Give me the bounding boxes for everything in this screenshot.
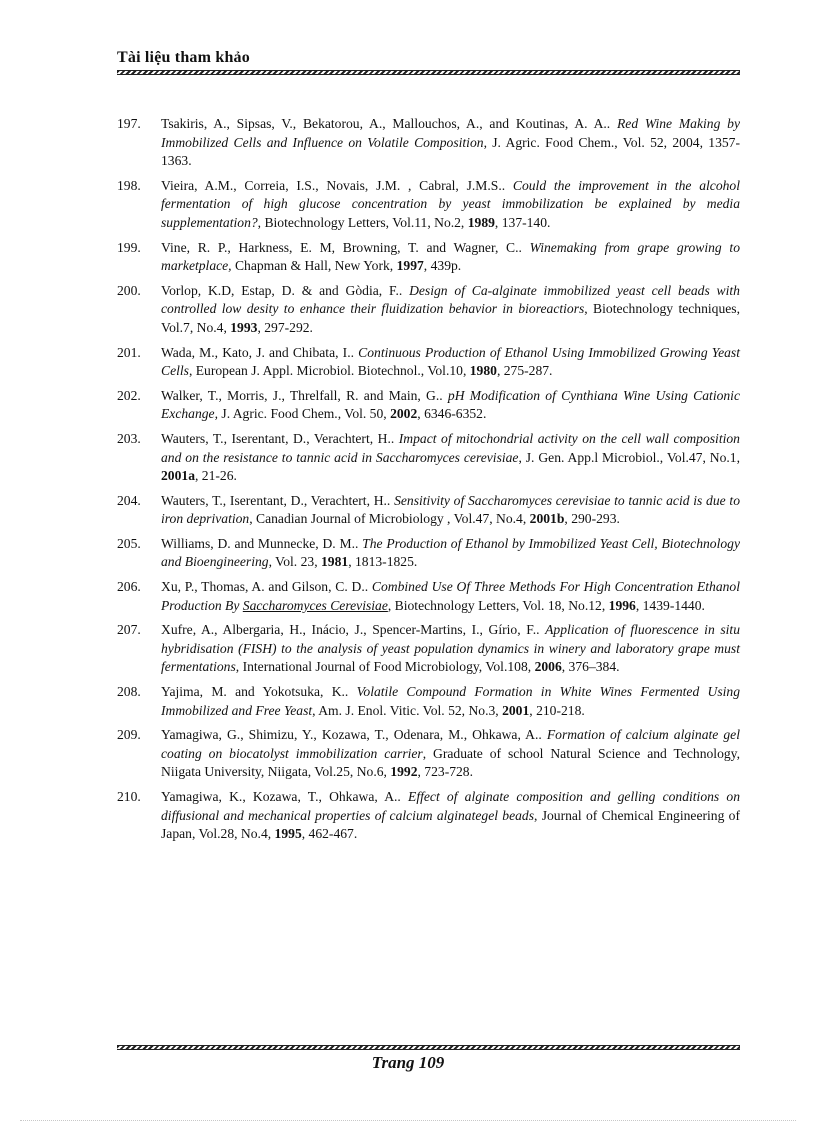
reference-source: , J. Agric. Food Chem., Vol. 52, 2004, 1357-1363. (161, 134, 740, 169)
reference-authors: Yamagiwa, G., Shimizu, Y., Kozawa, T., Odenara, M., Ohkawa, A.. (161, 727, 547, 743)
reference-authors: Wauters, T., Iserentant, D., Verachtert, H.. (161, 430, 399, 446)
reference-year: 1992 (390, 764, 418, 780)
reference-title: Effect of alginate composition and gelling conditions on diffusional and mechanical properties of calcium alginategel beads (161, 789, 740, 823)
reference-source: Chapman & Hall, New York, (231, 258, 397, 274)
reference-item (117, 683, 740, 720)
reference-text (161, 115, 740, 171)
reference-item (117, 239, 740, 276)
reference-source: , European J. Appl. Microbiol. Biotechnol., Vol.10, (188, 363, 470, 379)
reference-text (161, 344, 740, 381)
reference-pages: , 723-728. (417, 764, 474, 780)
reference-item (117, 177, 740, 233)
reference-pages: , 1439-1440. (635, 597, 705, 613)
reference-pages: , 290-293. (564, 511, 620, 527)
reference-pages: , 439p. (423, 258, 462, 274)
reference-year: 2001 (502, 702, 530, 718)
reference-authors: Vieira, A.M., Correia, I.S., Novais, J.M. , Cabral, J.M.S.. (161, 177, 513, 193)
reference-year: 1996 (608, 597, 636, 613)
reference-number: 201. (117, 344, 141, 360)
reference-pages: , 21-26. (194, 468, 237, 484)
reference-number: 199. (117, 239, 141, 255)
reference-item (117, 535, 740, 572)
reference-number: 208. (117, 684, 141, 700)
reference-item (117, 788, 740, 844)
reference-title: Winemaking from grape growing to marketplace, (161, 239, 741, 274)
reference-number: 203. (117, 430, 141, 446)
reference-source: J. Agric. Food Chem., Vol. 50, (218, 406, 391, 422)
reference-text (161, 177, 740, 233)
reference-text (161, 683, 740, 720)
reference-title: Design of Ca-alginate immobilized yeast cell beads with controlled low desity to enhance their fluidization behavior in bioreactiors (161, 282, 740, 317)
reference-year: 1980 (469, 363, 497, 379)
reference-source: , Biotechnology Letters, Vol. 18, No.12, (387, 597, 609, 613)
reference-pages: , 376–384. (561, 659, 620, 675)
reference-authors: Xufre, A., Albergaria, H., Inácio, J., Spencer-Martins, I., Gírio, F.. (161, 622, 546, 638)
reference-number: 210. (117, 789, 141, 804)
reference-year: 1981 (321, 554, 349, 570)
reference-source: , J. Gen. App.l Microbiol., Vol.47, No.1, (518, 449, 740, 465)
reference-item (117, 430, 740, 486)
reference-text (161, 282, 740, 338)
reference-item (117, 387, 740, 424)
reference-pages: , 297-292. (257, 319, 313, 335)
page-number: Trang 109 (371, 1053, 445, 1072)
reference-authors: Vorlop, K.D, Estap, D. & and Gòdia, F.. (161, 282, 410, 298)
reference-authors: Wauters, T., Iserentant, D., Verachtert, H.. (161, 492, 395, 508)
reference-year: 2001b (529, 511, 565, 527)
reference-item (117, 344, 740, 381)
reference-title: Formation of calcium alginate gel coating on biocatolyst immobilization carrier (161, 727, 740, 761)
reference-number: 209. (117, 727, 141, 743)
reference-source: , Biotechnology techniques, Vol.7, No.4, (161, 301, 740, 335)
reference-text (161, 535, 740, 572)
header-rule (117, 70, 740, 75)
reference-pages: , 462-467. (301, 826, 358, 842)
reference-year: 2002 (390, 406, 418, 422)
reference-year: 2001a (161, 468, 195, 484)
reference-text (161, 621, 740, 677)
reference-text (161, 492, 740, 529)
reference-source: , International Journal of Food Microbiology, Vol.108, (235, 659, 535, 675)
reference-number: 202. (117, 387, 141, 403)
reference-title: Impact of mitochondrial activity on the cell wall composition and on the resistance to tannic acid in Saccharomyces cerevisiae (161, 430, 740, 465)
reference-title: Continuous Production of Ethanol Using Immobilized Growing Yeast Cells (161, 344, 740, 379)
reference-number: 205. (117, 535, 141, 551)
reference-text (161, 430, 740, 486)
reference-source: , Graduate of school Natural Science and Technology, Niigata University, Niigata, Vol.25, No.6, (161, 745, 740, 780)
reference-source: , Vol. 23, (268, 554, 321, 570)
reference-title: Application of fluorescence in situ hybridisation (FISH) to the analysis of yeast population dynamics in winery and laboratory grape must fermentations (161, 622, 740, 675)
reference-year: 1993 (230, 319, 258, 335)
footer-rule (117, 1045, 740, 1050)
reference-pages: , 137-140. (494, 214, 551, 230)
reference-text (161, 387, 740, 424)
reference-item (117, 492, 740, 529)
reference-text (161, 788, 740, 844)
reference-item (117, 726, 740, 782)
reference-item (117, 282, 740, 338)
reference-list (117, 115, 740, 850)
reference-authors: Xu, P., Thomas, A. and Gilson, C. D.. (161, 579, 372, 595)
reference-authors: Yamagiwa, K., Kozawa, T., Ohkawa, A.. (161, 789, 409, 804)
reference-number: 200. (117, 282, 141, 298)
reference-year: 1995 (274, 826, 302, 842)
reference-pages: , 1813-1825. (348, 554, 418, 570)
reference-title: Combined Use Of Three Methods For High Concentration Ethanol Production By (161, 579, 740, 613)
reference-title: Could the improvement in the alcohol fermentation of high glucose concentration by yeast immobilization be explained by media supplementation? (161, 177, 740, 230)
reference-authors: Williams, D. and Munnecke, D. M.. (161, 535, 363, 551)
reference-source: , Canadian Journal of Microbiology , Vol.47, No.4, (249, 511, 530, 527)
reference-title-underlined: Saccharomyces Cerevisiae (242, 597, 388, 613)
reference-title: Red Wine Making by Immobilized Cells and Influence on Volatile Composition (161, 116, 740, 150)
reference-item (117, 621, 740, 677)
reference-title: Sensitivity of Saccharomyces cerevisiae to tannic acid is due to iron deprivation (161, 492, 740, 527)
reference-authors: Tsakiris, A., Sipsas, V., Bekatorou, A., Mallouchos, A., and Koutinas, A. A.. (161, 116, 617, 131)
reference-text (161, 578, 740, 615)
reference-authors: Wada, M., Kato, J. and Chibata, I.. (161, 344, 359, 360)
reference-title: pH Modification of Cynthiana Wine Using Cationic Exchange, (161, 387, 740, 422)
reference-title: The Production of Ethanol by Immobilized Yeast Cell, Biotechnology and Bioengineering (161, 535, 741, 570)
reference-pages: , 210-218. (529, 702, 585, 718)
reference-item (117, 578, 740, 615)
reference-number: 207. (117, 622, 141, 638)
reference-authors: Vine, R. P., Harkness, E. M, Browning, T. and Wagner, C.. (161, 239, 530, 255)
page-edge-divider (20, 1120, 796, 1122)
reference-number: 206. (117, 579, 141, 595)
reference-source: , Biotechnology Letters, Vol.11, No.2, (257, 214, 468, 230)
reference-pages: , 275-287. (496, 363, 553, 379)
reference-text (161, 239, 740, 276)
reference-source: , Am. J. Enol. Vitic. Vol. 52, No.3, (312, 702, 503, 718)
reference-pages: , 6346-6352. (417, 406, 487, 422)
reference-text (161, 726, 740, 782)
reference-number: 198. (117, 177, 141, 193)
reference-item (117, 115, 740, 171)
reference-authors: Yajima, M. and Yokotsuka, K.. (161, 684, 357, 700)
reference-year: 1989 (467, 214, 495, 230)
reference-year: 2006 (534, 659, 562, 675)
page-header-title: Tài liệu tham khảo (117, 49, 250, 66)
reference-number: 197. (117, 116, 141, 131)
reference-title: Volatile Compound Formation in White Wines Fermented Using Immobilized and Free Yeast (161, 684, 741, 718)
reference-source: , Journal of Chemical Engineering of Japan, Vol.28, No.4, (161, 807, 740, 842)
reference-number: 204. (117, 492, 141, 508)
reference-authors: Walker, T., Morris, J., Threlfall, R. and Main, G.. (161, 387, 448, 403)
reference-year: 1997 (396, 258, 424, 274)
